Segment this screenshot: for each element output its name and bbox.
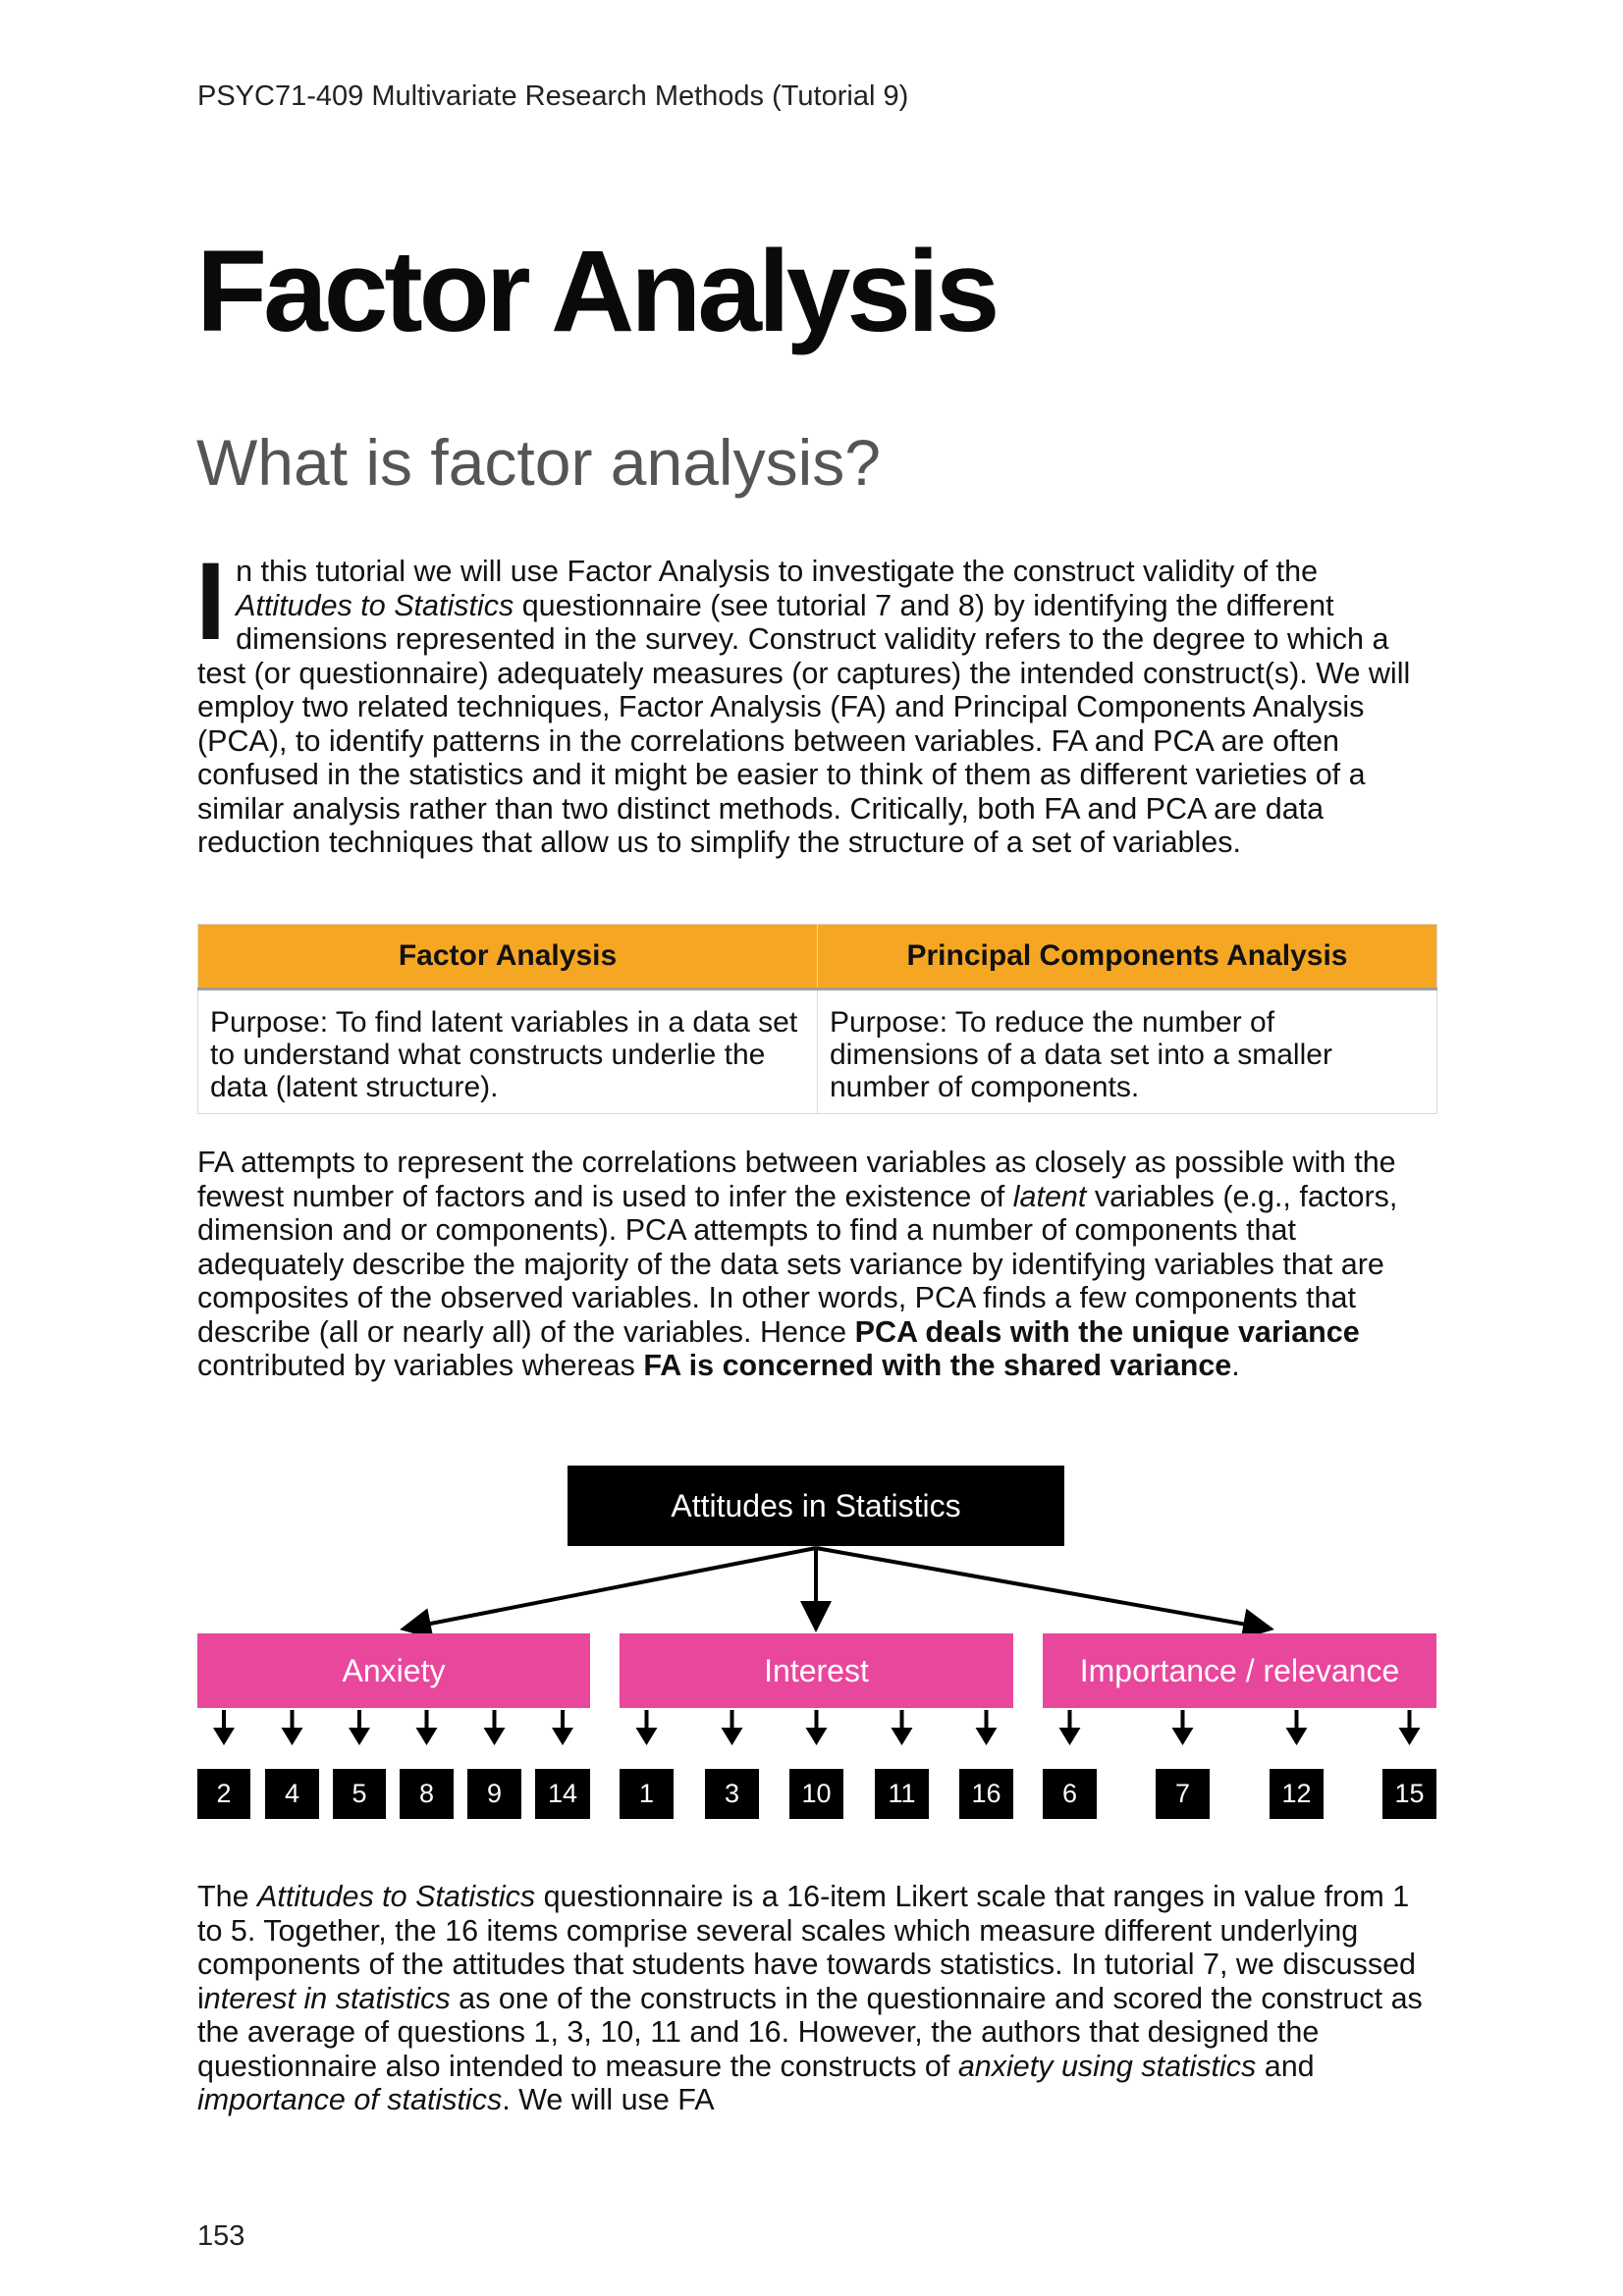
item-box: 8 — [400, 1769, 454, 1819]
table-header-pca: Principal Components Analysis — [818, 925, 1437, 989]
item-arrow-head — [636, 1728, 658, 1745]
item-arrow-head — [282, 1728, 303, 1745]
para3-text-3: as one of the constructs in the questionnaire and scored the construct as the average of questions 1, 3, 10, 11 and 16. However, the authors that designed the questionnaire also intended to measure the constructs of — [197, 1981, 1423, 2083]
table-header-fa: Factor Analysis — [198, 925, 818, 989]
item-box: 6 — [1043, 1769, 1097, 1819]
category-interest: Interest — [620, 1633, 1013, 1708]
para2-text-4: . — [1231, 1349, 1240, 1382]
item-arrow-head — [349, 1728, 370, 1745]
item-box: 5 — [333, 1769, 386, 1819]
item-box: 7 — [1156, 1769, 1210, 1819]
category-anxiety: Anxiety — [197, 1633, 590, 1708]
para3-italic-3: anxiety using statistics — [957, 2049, 1257, 2083]
page-number: 153 — [197, 2220, 245, 2252]
item-box: 14 — [535, 1769, 590, 1819]
item-box: 15 — [1382, 1769, 1436, 1819]
item-arrow-head — [976, 1728, 998, 1745]
table-cell-fa: Purpose: To find latent variables in a data set to understand what constructs underlie the data (latent structure). — [198, 989, 818, 1114]
table-cell-pca: Purpose: To reduce the number of dimensions of a data set into a smaller number of components. — [818, 989, 1437, 1114]
para3-italic-2: nterest in statistics — [203, 1981, 451, 2015]
section-heading: What is factor analysis? — [196, 426, 881, 499]
category-importance: Importance / relevance — [1043, 1633, 1436, 1708]
para3-text-4: and — [1256, 2049, 1315, 2083]
item-box: 1 — [620, 1769, 674, 1819]
para3-italic-4: importance of statistics — [197, 2083, 503, 2116]
item-box: 4 — [265, 1769, 319, 1819]
para2-text-2: variables (e.g., factors, dimension and or components). PCA attempts to find a number of components that adequately describe the majority of the data sets variance by identifying variables that are composites of the observed variables. In other words, PCA finds a few components that describe (all or nearly all) of the variables. Hence — [197, 1179, 1398, 1349]
para2-bold-1: PCA deals with the unique variance — [854, 1314, 1360, 1349]
item-box: 9 — [467, 1769, 521, 1819]
para3-text-1: The — [197, 1880, 258, 1913]
para2-text-3: contributed by variables whereas — [197, 1349, 644, 1382]
item-arrow-head — [552, 1728, 573, 1745]
intro-text-1: n this tutorial we will use Factor Analysis to investigate the construct validity of the — [236, 555, 1319, 588]
intro-text-2: questionnaire (see tutorial 7 and 8) by identifying the different dimensions represented in the survey. Construct validity refers to the degree to which a test (or questionnaire) adequately measures (or captures) the intended construct(s). We will employ two related techniques, Factor Analysis (FA) and Principal Components Analysis (PCA), to identify patterns in the correlations between variables. FA and PCA are often confused in the statistics and it might be easier to think of them as different varieties of a similar analysis rather than two distinct methods. Critically, both FA and PCA are data reduction techniques that allow us to simplify the structure of a set of variables. — [197, 588, 1411, 859]
item-arrow-head — [1172, 1728, 1194, 1745]
para3-text-2: questionnaire is a 16-item Likert scale that ranges in value from 1 to 5. Together, the 16 items comprise several scales which measure different underlying components of the attitudes that students have towards statistics. In tutorial 7, we discussed i — [197, 1880, 1416, 2015]
item-box: 10 — [789, 1769, 843, 1819]
item-box: 11 — [875, 1769, 929, 1819]
para2-bold-2: FA is concerned with the shared variance — [643, 1349, 1232, 1382]
running-head: PSYC71-409 Multivariate Research Methods (Tutorial 9) — [197, 80, 909, 112]
item-arrow-head — [892, 1728, 913, 1745]
arrow-to-importance — [816, 1548, 1269, 1629]
para2-italic-1: latent — [1012, 1179, 1087, 1213]
para3-italic-1: Attitudes to Statistics — [257, 1880, 536, 1913]
intro-italic-1: Attitudes to Statistics — [236, 588, 514, 622]
item-arrow-head — [1286, 1728, 1308, 1745]
item-arrow-head — [1059, 1728, 1081, 1745]
item-box: 12 — [1270, 1769, 1324, 1819]
item-box: 16 — [959, 1769, 1013, 1819]
item-arrow-head — [806, 1728, 828, 1745]
para3-text-5: . We will use FA — [502, 2083, 715, 2116]
page-title: Factor Analysis — [196, 227, 997, 356]
item-box: 2 — [197, 1769, 250, 1819]
item-arrow-head — [484, 1728, 506, 1745]
drop-cap: I — [195, 540, 227, 663]
item-arrow-head — [1399, 1728, 1421, 1745]
root-construct-box: Attitudes in Statistics — [568, 1466, 1064, 1546]
item-arrow-head — [722, 1728, 743, 1745]
item-box: 3 — [705, 1769, 759, 1819]
questionnaire-paragraph — [197, 1880, 1439, 2117]
item-arrow-head — [416, 1728, 438, 1745]
para2-text-1: FA attempts to represent the correlations between variables as closely as possible with the fewest number of factors and is used to infer the existence of — [197, 1146, 1396, 1213]
arrow-to-anxiety — [406, 1548, 816, 1629]
item-arrow-head — [213, 1728, 235, 1745]
